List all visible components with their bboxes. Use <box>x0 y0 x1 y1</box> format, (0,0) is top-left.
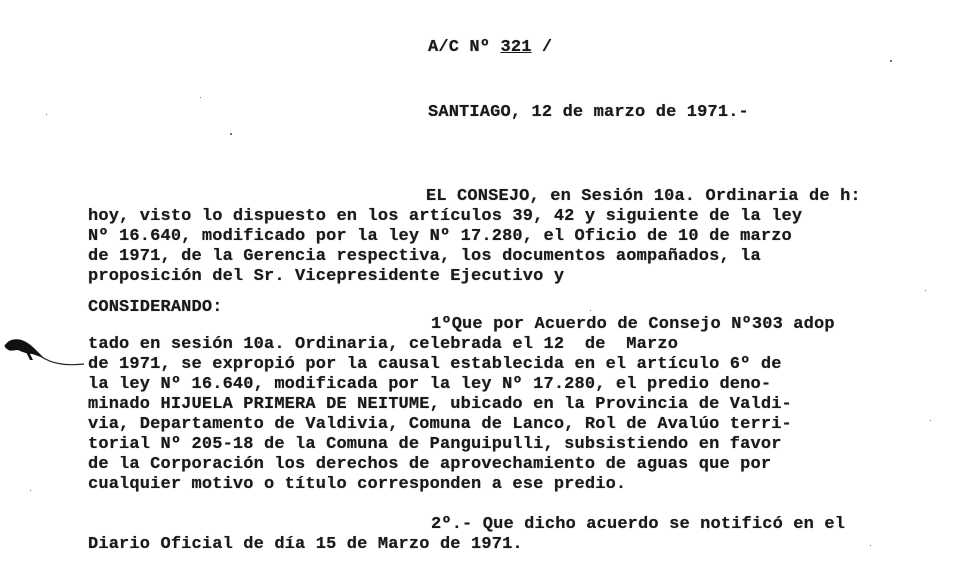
paper-speck <box>930 420 931 421</box>
preamble-line: EL CONSEJO, en Sesión 10a. Ordinaria de h: <box>426 187 861 206</box>
clause-1-line: via, Departamento de Valdivia, Comuna de Lanco, Rol de Avalúo terri- <box>88 415 792 434</box>
reference-number: 321 <box>500 38 532 57</box>
preamble-line: de 1971, de la Gerencia respectiva, los documentos aompañados, la <box>88 247 761 266</box>
clause-1-paragraph <box>88 315 835 495</box>
preamble-line: hoy, visto lo dispuesto en los artículos 39, 42 y siguiente de la ley <box>88 207 803 226</box>
paper-speck <box>200 97 201 98</box>
agreement-reference <box>428 38 552 58</box>
paper-speck <box>890 60 892 62</box>
ink-blot-mark <box>0 330 90 380</box>
clause-1-line: de la Corporación los derechos de aprovechamiento de aguas que por <box>88 455 772 474</box>
paper-speck <box>230 133 232 135</box>
clause-2-line: Diario Oficial de día 15 de Marzo de 1971. <box>88 535 523 554</box>
clause-1-line: cualquier motivo o título corresponden a ese predio. <box>88 475 627 494</box>
preamble-line: Nº 16.640, modificado por la ley Nº 17.280, el Oficio de 10 de marzo <box>88 227 792 246</box>
reference-prefix: A/C Nº <box>428 38 491 57</box>
paper-speck <box>925 290 926 291</box>
clause-1-line: de 1971, se expropió por la causal establecida en el artículo 6º de <box>88 355 782 374</box>
paper-speck <box>30 490 31 491</box>
dateline: SANTIAGO, 12 de marzo de 1971.- <box>428 103 749 122</box>
preamble-paragraph <box>88 187 861 287</box>
paper-speck <box>870 545 871 546</box>
clause-2-line: 2º.- Que dicho acuerdo se notificó en el <box>431 515 846 534</box>
clause-1-line: minado HIJUELA PRIMERA DE NEITUME, ubicado en la Provincia de Valdi- <box>88 395 792 414</box>
clause-1-line: torial Nº 205-18 de la Comuna de Panguipulli, subsistiendo en favor <box>88 435 782 454</box>
paper-speck <box>590 310 591 311</box>
clause-2-paragraph <box>88 515 845 555</box>
paper-speck <box>46 114 47 115</box>
considering-heading: CONSIDERANDO: <box>88 298 223 317</box>
clause-1-line: tado en sesión 10a. Ordinaria, celebrada el 12 de Marzo <box>88 335 679 354</box>
preamble-line: proposición del Sr. Vicepresidente Ejecutivo y <box>88 267 565 286</box>
clause-1-line: 1ºQue por Acuerdo de Consejo Nº303 adop <box>431 315 835 334</box>
reference-suffix: / <box>541 38 553 57</box>
clause-1-line: la ley Nº 16.640, modificada por la ley Nº 17.280, el predio deno- <box>88 375 772 394</box>
